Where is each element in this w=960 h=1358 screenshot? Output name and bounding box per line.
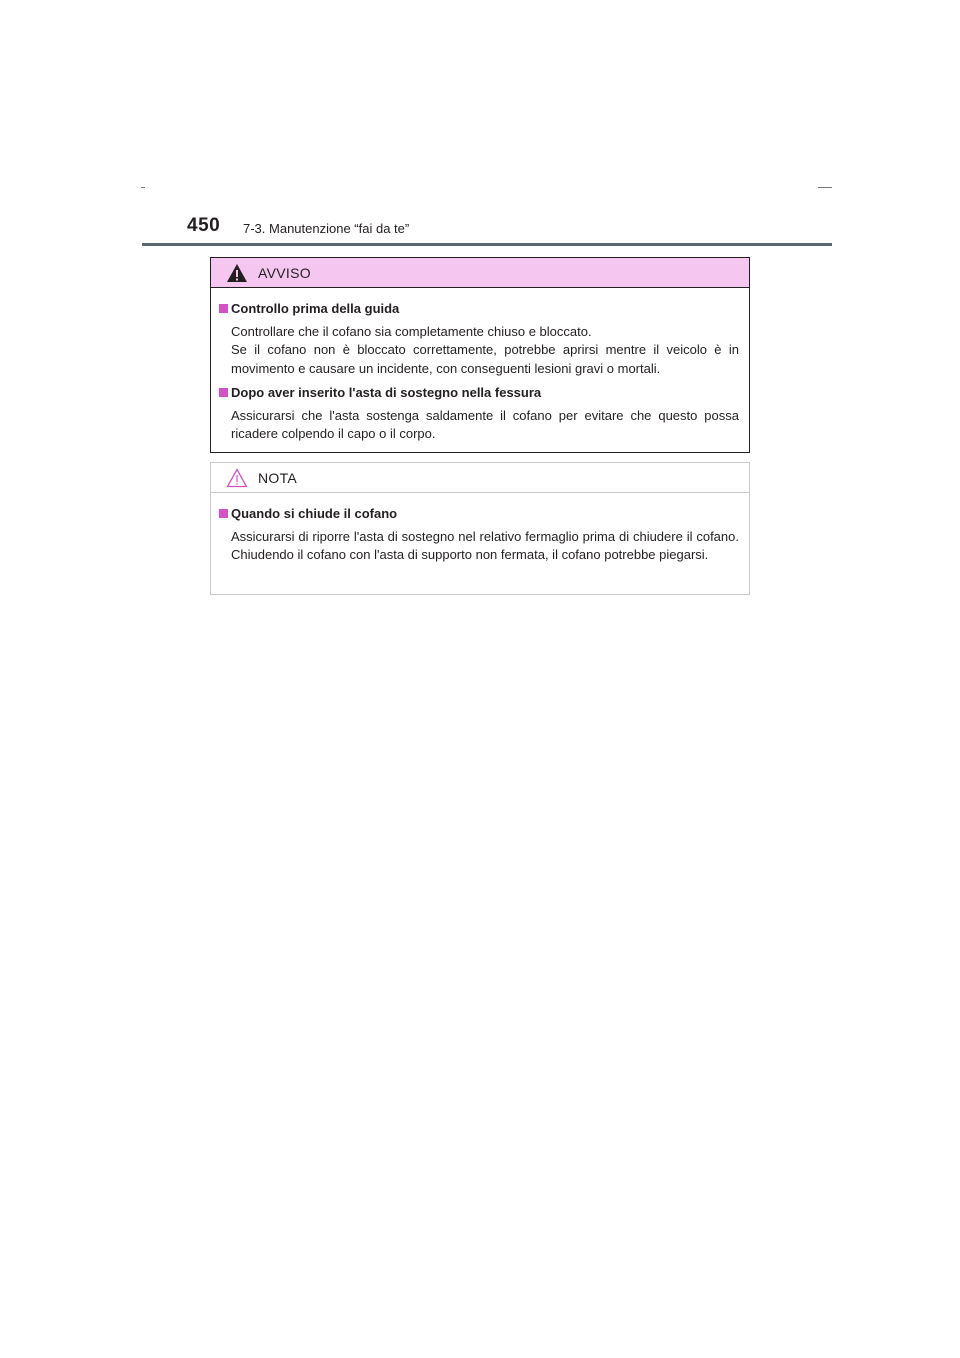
square-bullet-icon [219,304,228,313]
warning-header [211,258,749,288]
warning-item-heading: Dopo aver inserito l'asta di sostegno nella fessura [219,384,739,403]
square-bullet-icon [219,509,228,518]
warning-title: AVVISO [258,265,311,281]
paragraph-line: Assicurarsi di riporre l'asta di sostegno nel relativo fermaglio prima di chiudere il cofano. Chiudendo il cofano con l'asta di supporto non fermata, il cofano potrebbe piegarsi. [231,528,739,562]
warning-item-text [231,407,739,444]
paragraph-line: Se il cofano non è bloccato correttamente, potrebbe aprirsi mentre il veicolo è in movimento e causare un incidente, con conseguenti lesioni gravi o mortali. [231,342,739,376]
warning-box [210,257,750,453]
crop-mark-right [818,187,832,188]
paragraph-line: Controllare che il cofano sia completamente chiuso e bloccato. [231,323,592,339]
page-number: 450 [187,215,221,236]
notice-box [210,462,750,595]
paragraph-line: Assicurarsi che l'asta sostenga saldamente il cofano per evitare che questo possa ricadere colpendo il capo o il corpo. [231,407,739,441]
crop-mark-left [141,187,145,188]
notice-triangle-icon [226,468,248,488]
notice-item-text [231,528,739,565]
warning-body [211,288,749,444]
header-rule [142,243,832,246]
section-title: 7-3. Manutenzione “fai da te” [243,221,410,236]
square-bullet-icon [219,388,228,397]
notice-item-heading: Quando si chiude il cofano [219,505,739,524]
warning-item-heading: Controllo prima della guida [219,300,739,319]
notice-body [211,493,749,565]
notice-header [211,463,749,493]
page-header [142,214,832,248]
warning-triangle-icon [226,263,248,283]
warning-item-text [231,323,739,379]
notice-title: NOTA [258,470,298,486]
